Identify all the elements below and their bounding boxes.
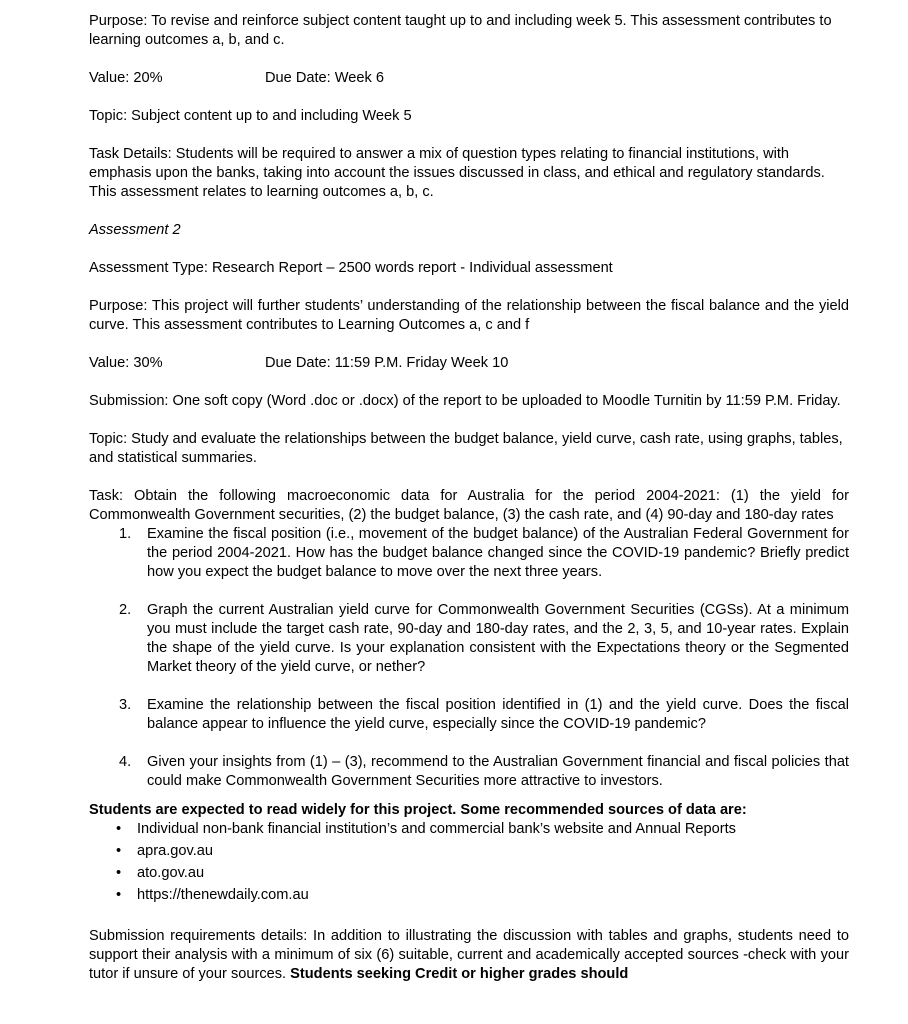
task-item <box>89 525 849 582</box>
assessment2-value: Value: 30% <box>89 355 163 371</box>
task-number: 1. <box>119 526 132 542</box>
source-item <box>89 820 849 839</box>
submission-requirements <box>89 927 849 984</box>
assessment1-value-row <box>89 69 849 88</box>
assessment2-task-intro: Task: Obtain the following macroeconomic data for Australia for the period 2004-2021: (1) the yield for Commonwealth Government securities, (2) the budget balance, (3) the cash rate, and (4) 90-day and 180-day rates <box>89 488 849 523</box>
assessment2-topic: Topic: Study and evaluate the relationships between the budget balance, yield curve, cash rate, using graphs, tables, and statistical summaries. <box>89 431 843 466</box>
assessment1-due-date: Due Date: Week 6 <box>265 70 384 86</box>
task-number: 2. <box>119 602 132 618</box>
task-text: Examine the fiscal position (i.e., movement of the budget balance) of the Australian Federal Government for the period 2004-2021. How has the budget balance changed since the COVID-19 pandemic? Briefly predict how you expect the budget balance to move over the next three years. <box>147 526 849 580</box>
assessment2-submission: Submission: One soft copy (Word .doc or .docx) of the report to be uploaded to Moodle Turnitin by 11:59 P.M. Friday. <box>89 393 841 409</box>
source-item <box>89 886 849 905</box>
source-link: https://thenewdaily.com.au <box>137 887 309 903</box>
bullet-icon: • <box>116 865 122 881</box>
assessment1-topic: Topic: Subject content up to and including Week 5 <box>89 108 412 124</box>
assessment1-task-details: Task Details: Students will be required to answer a mix of question types relating to financial institutions, with emphasis upon the banks, taking into account the issues discussed in class, and ethical and regulatory standards. This assessment relates to learning outcomes a, b, c. <box>89 146 825 200</box>
document-page <box>89 12 849 984</box>
source-item <box>89 842 849 861</box>
task-item <box>89 696 849 734</box>
source-item <box>89 864 849 883</box>
task-list <box>89 525 849 791</box>
bullet-icon: • <box>116 843 122 859</box>
task-number: 4. <box>119 754 132 770</box>
task-item <box>89 601 849 677</box>
assessment2-value-row <box>89 354 849 373</box>
sources-heading: Students are expected to read widely for this project. Some recommended sources of data are: <box>89 802 747 818</box>
sources-list <box>89 820 849 905</box>
task-item <box>89 753 849 791</box>
task-text: Given your insights from (1) – (3), recommend to the Australian Government financial and fiscal policies that could make Commonwealth Government Securities more attractive to investors. <box>147 754 849 789</box>
bullet-icon: • <box>116 821 122 837</box>
assessment2-type: Assessment Type: Research Report – 2500 words report - Individual assessment <box>89 260 613 276</box>
task-text: Graph the current Australian yield curve for Commonwealth Government Securities (CGSs). At a minimum you must include the target cash rate, 90-day and 180-day rates, and the 2, 3, 5, and 10-year rates. Explain the shape of the yield curve. Is your explanation consistent with the Expectations theory or the Segmented Market theory of the yield curve, or nether? <box>147 602 849 675</box>
assessment2-purpose: Purpose: This project will further students’ understanding of the relationship between the fiscal balance and the yield curve. This assessment contributes to Learning Outcomes a, c and f <box>89 298 849 333</box>
bullet-icon: • <box>116 887 122 903</box>
source-text: apra.gov.au <box>137 843 213 859</box>
source-text: ato.gov.au <box>137 865 205 881</box>
assessment1-value: Value: 20% <box>89 70 163 86</box>
source-text: Individual non-bank financial institution’s and commercial bank’s website and Annual Reports <box>137 821 736 837</box>
submission-requirements-bold: Students seeking Credit or higher grades should <box>286 966 629 982</box>
submission-requirements-text: Submission requirements details: In addition to illustrating the discussion with tables and graphs, students need to support their analysis with a minimum of six (6) suitable, current and academically accepted sources -check with your tutor if unsure of your sources. <box>89 928 849 982</box>
task-text: Examine the relationship between the fiscal position identified in (1) and the yield curve. Does the fiscal balance appear to influence the yield curve, especially since the COVID-19 pandemic? <box>147 697 849 732</box>
assessment2-due-date: Due Date: 11:59 P.M. Friday Week 10 <box>265 355 509 371</box>
assessment2-heading: Assessment 2 <box>89 222 181 238</box>
task-number: 3. <box>119 697 132 713</box>
assessment1-purpose: Purpose: To revise and reinforce subject content taught up to and including week 5. This assessment contributes to learning outcomes a, b, and c. <box>89 13 832 48</box>
